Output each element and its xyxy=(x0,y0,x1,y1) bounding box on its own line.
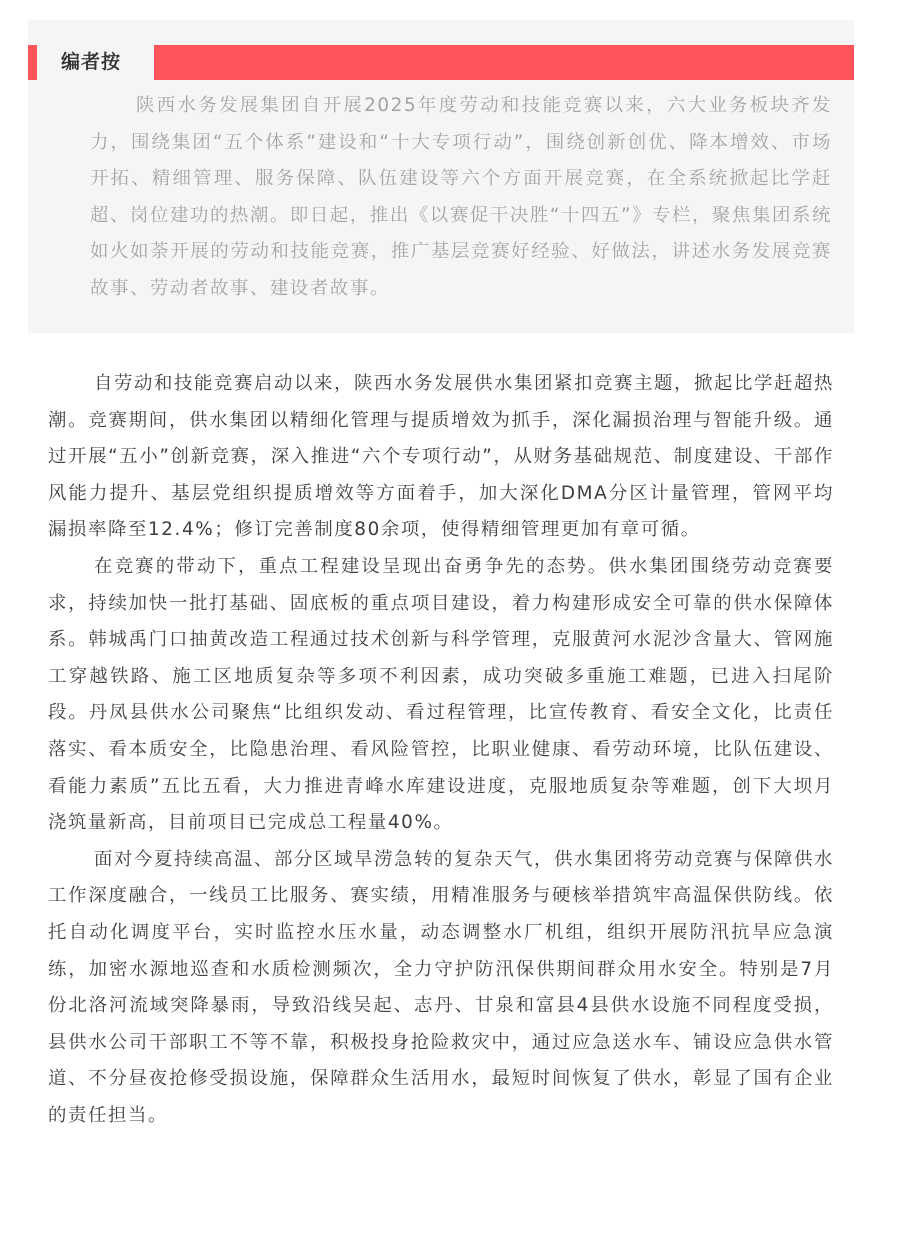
article-paragraph: 自劳动和技能竞赛启动以来，陕西水务发展供水集团紧扣竞赛主题，掀起比学赶超热潮。竞赛期间，供水集团以精细化管理与提质增效为抓手，深化漏损治理与智能升级。通过开展“五小”创新竞赛，深入推进“六个专项行动”，从财务基础规范、制度建设、干部作风能力提升、基层党组织提质增效等方面着手，加大深化DMA分区计量管理，管网平均漏损率降至12.4%；修订完善制度80余项，使得精细管理更加有章可循。 xyxy=(48,373,834,541)
editor-note-title: 编者按 xyxy=(61,51,122,73)
article-paragraph: 面对今夏持续高温、部分区域旱涝急转的复杂天气，供水集团将劳动竞赛与保障供水工作深度融合，一线员工比服务、赛实绩，用精准服务与硬核举措筑牢高温保供防线。依托自动化调度平台，实时监控水压水量，动态调整水厂机组，组织开展防汛抗旱应急演练，加密水源地巡查和水质检测频次，全力守护防汛保供期间群众用水安全。特别是7月份北洛河流域突降暴雨，导致沿线吴起、志丹、甘泉和富县4县供水设施不同程度受损，县供水公司干部职工不等不靠，积极投身抢险救灾中，通过应急送水车、铺设应急供水管道、不分昼夜抢修受损设施，保障群众生活用水，最短时间恢复了供水，彰显了国有企业的责任担当。 xyxy=(48,848,834,1126)
editor-note-header xyxy=(28,45,854,80)
accent-bar xyxy=(154,45,854,80)
editor-note-text: 陕西水务发展集团自开展2025年度劳动和技能竞赛以来，六大业务板块齐发力，围绕集团“五个体系”建设和“十大专项行动”，围绕创新创优、降本增效、市场开拓、精细管理、服务保障、队伍建设等六个方面开展竞赛，在全系统掀起比学赶超、岗位建功的热潮。即日起，推出《以赛促干决胜“十四五”》专栏，聚焦集团系统如火如荼开展的劳动和技能竞赛，推广基层竞赛好经验、好做法，讲述水务发展竞赛故事、劳动者故事、建设者故事。 xyxy=(90,95,832,299)
editor-note-box xyxy=(28,20,854,333)
article-paragraph: 在竞赛的带动下，重点工程建设呈现出奋勇争先的态势。供水集团围绕劳动竞赛要求，持续加快一批打基础、固底板的重点项目建设，着力构建形成安全可靠的供水保障体系。韩城禹门口抽黄改造工程通过技术创新与科学管理，克服黄河水泥沙含量大、管网施工穿越铁路、施工区地质复杂等多项不利因素，成功突破多重施工难题，已进入扫尾阶段。丹凤县供水公司聚焦“比组织发动、看过程管理，比宣传教育、看安全文化，比责任落实、看本质安全，比隐患治理、看风险管控，比职业健康、看劳动环境，比队伍建设、看能力素质”五比五看，大力推进青峰水库建设进度，克服地质复杂等难题，创下大坝月浇筑量新高，目前项目已完成总工程量40%。 xyxy=(48,555,834,834)
article-body xyxy=(48,366,834,1134)
accent-stub xyxy=(28,45,37,80)
